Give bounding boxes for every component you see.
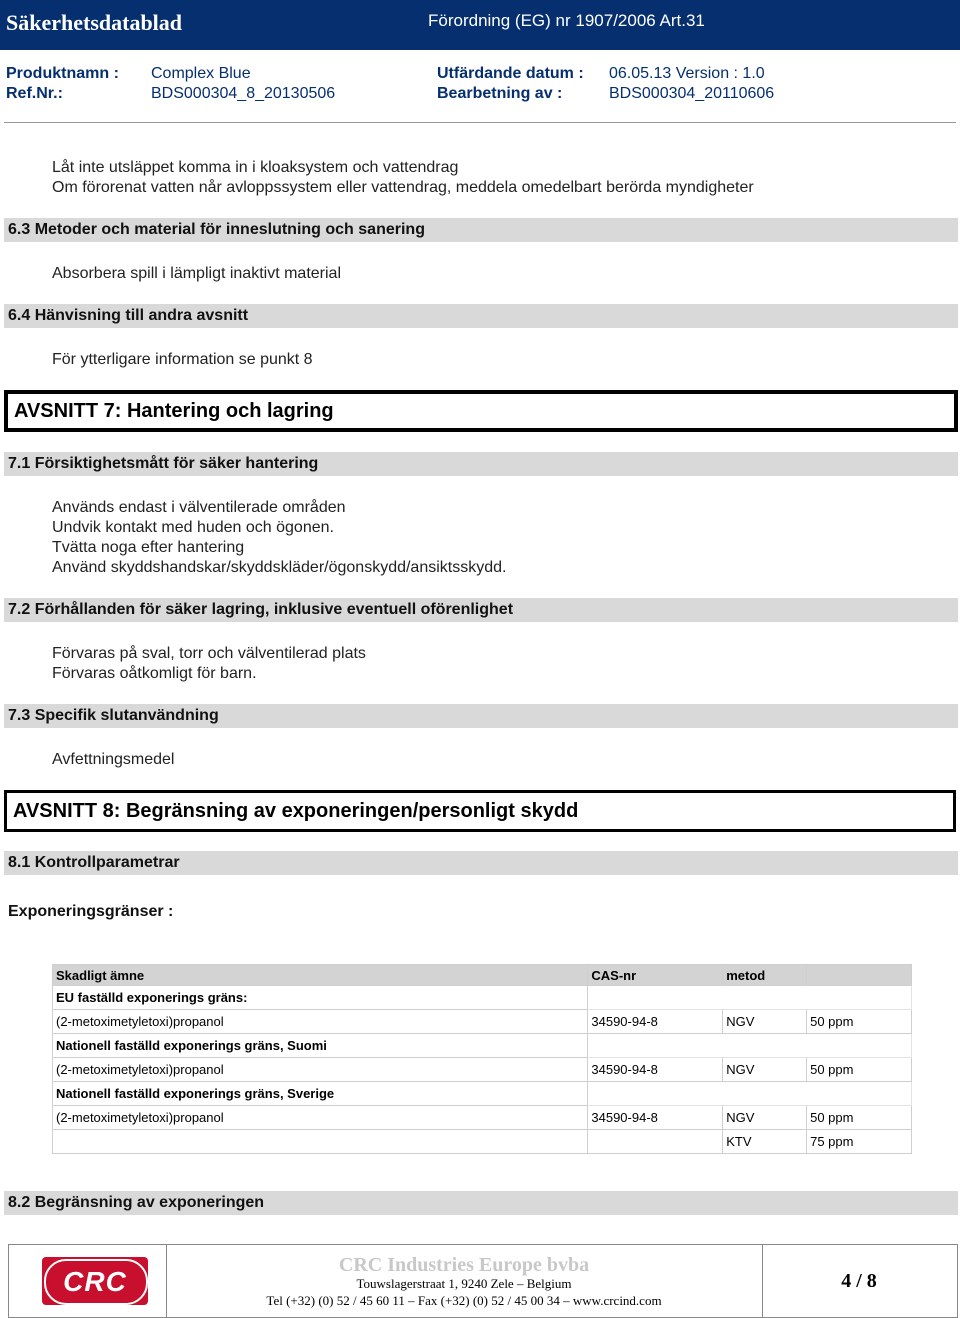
table-header-row <box>53 965 912 986</box>
table-row <box>53 1058 912 1082</box>
document-title: Säkerhetsdatablad <box>6 10 183 35</box>
text-line: Förvaras på sval, torr och välventilerad plats <box>52 645 366 662</box>
edited-by-label: Bearbetning av : <box>437 85 563 102</box>
page-number: 4 / 8 <box>841 1270 877 1292</box>
issue-date-value: 06.05.13 Version : 1.0 <box>609 65 765 82</box>
text-line: Används endast i välventilerade områden <box>52 499 346 516</box>
method-cell: KTV <box>723 1130 807 1154</box>
column-header: metod <box>723 965 807 986</box>
table-group-row <box>53 986 912 1010</box>
section-8-heading: AVSNITT 8: Begränsning av exponeringen/personligt skydd <box>4 790 956 832</box>
issue-date-label: Utfärdande datum : <box>437 65 584 82</box>
value-cell: 50 ppm <box>807 1010 912 1034</box>
value-cell: 50 ppm <box>807 1058 912 1082</box>
text-line: Förvaras oåtkomligt för barn. <box>52 665 257 682</box>
text-line: Om förorenat vatten når avloppssystem eller vattendrag, meddela omedelbart berörda myndigheter <box>52 179 754 196</box>
group-label: Nationell faställd exponerings gräns, Suomi <box>53 1034 588 1058</box>
value-cell: 50 ppm <box>807 1106 912 1130</box>
text-line: Avfettningsmedel <box>52 751 175 768</box>
group-label: Nationell faställd exponerings gräns, Sverige <box>53 1082 588 1106</box>
column-header <box>807 965 912 986</box>
footer-contact: Tel (+32) (0) 52 / 45 60 11 – Fax (+32) (0) 52 / 45 00 34 – www.crcind.com <box>266 1293 662 1308</box>
text-line: Undvik kontakt med huden och ögonen. <box>52 519 334 536</box>
table-group-row <box>53 1082 912 1106</box>
footer-address: Touwslagerstraat 1, 9240 Zele – Belgium <box>356 1276 572 1291</box>
cas-cell: 34590-94-8 <box>588 1010 723 1034</box>
subsection-8-1-heading: 8.1 Kontrollparametrar <box>4 851 958 875</box>
text-line: För ytterligare information se punkt 8 <box>52 351 313 368</box>
substance-cell <box>53 1130 588 1154</box>
subsection-7-1-heading: 7.1 Försiktighetsmått för säker hantering <box>4 452 958 476</box>
subsection-7-3-heading: 7.3 Specifik slutanvändning <box>4 704 958 728</box>
ref-number-value: BDS000304_8_20130506 <box>151 85 336 102</box>
table-row <box>53 1130 912 1154</box>
table-row <box>53 1106 912 1130</box>
ref-number-label: Ref.Nr.: <box>6 85 63 102</box>
table-row <box>53 1010 912 1034</box>
crc-logo-ring <box>44 1259 148 1305</box>
column-header: Skadligt ämne <box>53 965 588 986</box>
header-divider <box>4 122 956 123</box>
substance-cell: (2-metoximetyletoxi)propanol <box>53 1058 588 1082</box>
edited-by-value: BDS000304_20110606 <box>609 85 775 102</box>
table-group-row <box>53 1034 912 1058</box>
value-cell: 75 ppm <box>807 1130 912 1154</box>
subsection-6-4-heading: 6.4 Hänvisning till andra avsnitt <box>4 304 958 328</box>
subsection-8-2-heading: 8.2 Begränsning av exponeringen <box>4 1191 958 1215</box>
substance-cell: (2-metoximetyletoxi)propanol <box>53 1106 588 1130</box>
method-cell: NGV <box>723 1058 807 1082</box>
product-name-value: Complex Blue <box>151 65 251 82</box>
group-label: EU faställd exponerings gräns: <box>53 986 588 1010</box>
column-header: CAS-nr <box>588 965 723 986</box>
text-line: Absorbera spill i lämpligt inaktivt material <box>52 265 341 282</box>
footer-company: CRC Industries Europe bvba <box>338 1254 590 1276</box>
product-name-label: Produktnamn : <box>6 65 119 82</box>
cas-cell <box>588 1130 723 1154</box>
text-line: Låt inte utsläppet komma in i kloaksystem och vattendrag <box>52 159 459 176</box>
method-cell: NGV <box>723 1106 807 1130</box>
method-cell: NGV <box>723 1010 807 1034</box>
subsection-6-3-heading: 6.3 Metoder och material för inneslutning och sanering <box>4 218 958 242</box>
text-line: Tvätta noga efter hantering <box>52 539 245 556</box>
exposure-limits-table <box>52 964 912 1154</box>
substance-cell: (2-metoximetyletoxi)propanol <box>53 1010 588 1034</box>
exposure-limits-label: Exponeringsgränser : <box>8 903 174 920</box>
crc-logo: CRC <box>42 1257 148 1305</box>
cas-cell: 34590-94-8 <box>588 1058 723 1082</box>
regulation-reference: Förordning (EG) nr 1907/2006 Art.31 <box>428 11 705 30</box>
text-line: Använd skyddshandskar/skyddskläder/ögonskydd/ansiktsskydd. <box>52 559 507 576</box>
subsection-7-2-heading: 7.2 Förhållanden för säker lagring, inklusive eventuell oförenlighet <box>4 598 958 622</box>
cas-cell: 34590-94-8 <box>588 1106 723 1130</box>
section-7-heading: AVSNITT 7: Hantering och lagring <box>4 390 958 432</box>
